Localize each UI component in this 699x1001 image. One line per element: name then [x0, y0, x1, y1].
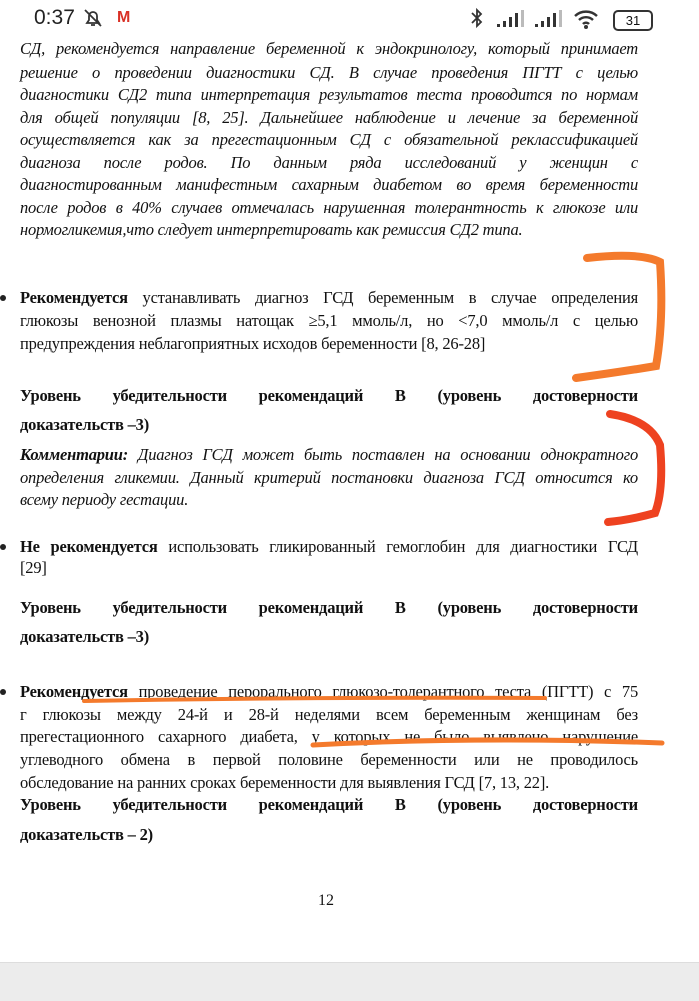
mute-bell-icon — [82, 7, 104, 29]
rec2-line: [29] — [20, 558, 47, 577]
rec2-bold: Не рекомендуется — [20, 537, 158, 556]
comment-label: Комментарии: — [20, 445, 129, 464]
rec3-line — [20, 682, 638, 702]
clock: 0:37 — [34, 6, 75, 29]
level3-line: Уровень убедительности рекомендаций В (уровень достоверности — [20, 795, 638, 814]
para-line: диагностики СД2 типа интерпретация результатов теста проводится по нормам — [20, 85, 638, 104]
para-line: решение о проведении диагностики СД. В случае проведения ПГТТ с целью — [20, 63, 638, 82]
rec1-bold: Рекомендуется — [20, 288, 128, 307]
bluetooth-icon — [470, 6, 484, 30]
rec3-line: прегестационного сахарного диабета, у которых не было выявлено нарушение — [20, 727, 638, 746]
signal-icon — [533, 10, 563, 28]
battery-level: 31 — [625, 13, 641, 28]
para-line: после родов в 40% случаев отмечалась нарушенная толерантность к глюкозе или — [20, 198, 638, 217]
bullet-icon — [0, 295, 6, 301]
para-line: осуществляется как за прегестационным СД с обязательной реклассификацией — [20, 130, 638, 149]
level3-line: доказательств – 2) — [20, 825, 153, 844]
para-line: СД, рекомендуется направление беременной к эндокринологу, который принимает — [20, 39, 638, 58]
rec3-bold: Рекомендуется — [20, 682, 128, 701]
para-line: диагноза после родов. По данным ряда исследований у женщин с — [20, 153, 638, 172]
bullet-icon — [0, 689, 6, 695]
navigation-bar — [0, 962, 699, 1001]
rec3-line: г глюкозы между 24-й и 28-й неделями всем беременным женщинам без — [20, 705, 638, 724]
para-line: нормогликемия,что следует интерпретировать как ремиссия СД2 типа. — [20, 220, 523, 239]
gmail-icon: M — [117, 9, 131, 26]
rec1-text: устанавливать диагноз ГСД беременным в случае определения — [127, 288, 638, 307]
comment-line — [20, 445, 638, 465]
level1-line: доказательств –3) — [20, 415, 150, 434]
rec1-line: предупреждения неблагоприятных исходов беременности [8, 26-28] — [20, 334, 486, 353]
rec2-text: использовать гликированный гемоглобин для диагностики ГСД — [157, 537, 638, 556]
page-number: 12 — [318, 892, 334, 909]
rec1-line — [20, 288, 638, 308]
rec3-line: углеводного обмена в первой половине беременности или не проводилось — [20, 750, 638, 769]
level1-line: Уровень убедительности рекомендаций В (уровень достоверности — [20, 386, 638, 405]
battery-icon — [613, 10, 653, 31]
rec1-line: глюкозы венозной плазмы натощак ≥5,1 ммоль/л, но <7,0 ммоль/л с целью — [20, 311, 638, 330]
comment-line: определения гликемии. Данный критерий постановки диагноза ГСД относится ко — [20, 468, 638, 487]
wifi-icon — [573, 8, 599, 30]
para-line: диагностированным манифестным сахарным диабетом во время беременности — [20, 175, 638, 194]
status-bar — [0, 0, 699, 36]
comment-text: Диагноз ГСД может быть поставлен на основании однократного — [128, 445, 638, 464]
level2-line: доказательств –3) — [20, 627, 150, 646]
signal-icon — [495, 10, 525, 28]
comment-line: всему периоду гестации. — [20, 490, 189, 509]
rec3-line: обследование на ранних сроках беременности для выявления ГСД [7, 13, 22]. — [20, 773, 550, 792]
para-line: для общей популяции [8, 25]. Дальнейшее наблюдение и лечение за беременной — [20, 108, 638, 127]
rec3-text: проведение перорального глюкозо-толерантного теста (ПГТТ) с 75 — [127, 682, 638, 701]
rec2-line — [20, 537, 638, 557]
level2-line: Уровень убедительности рекомендаций В (уровень достоверности — [20, 598, 638, 617]
bullet-icon — [0, 544, 6, 550]
